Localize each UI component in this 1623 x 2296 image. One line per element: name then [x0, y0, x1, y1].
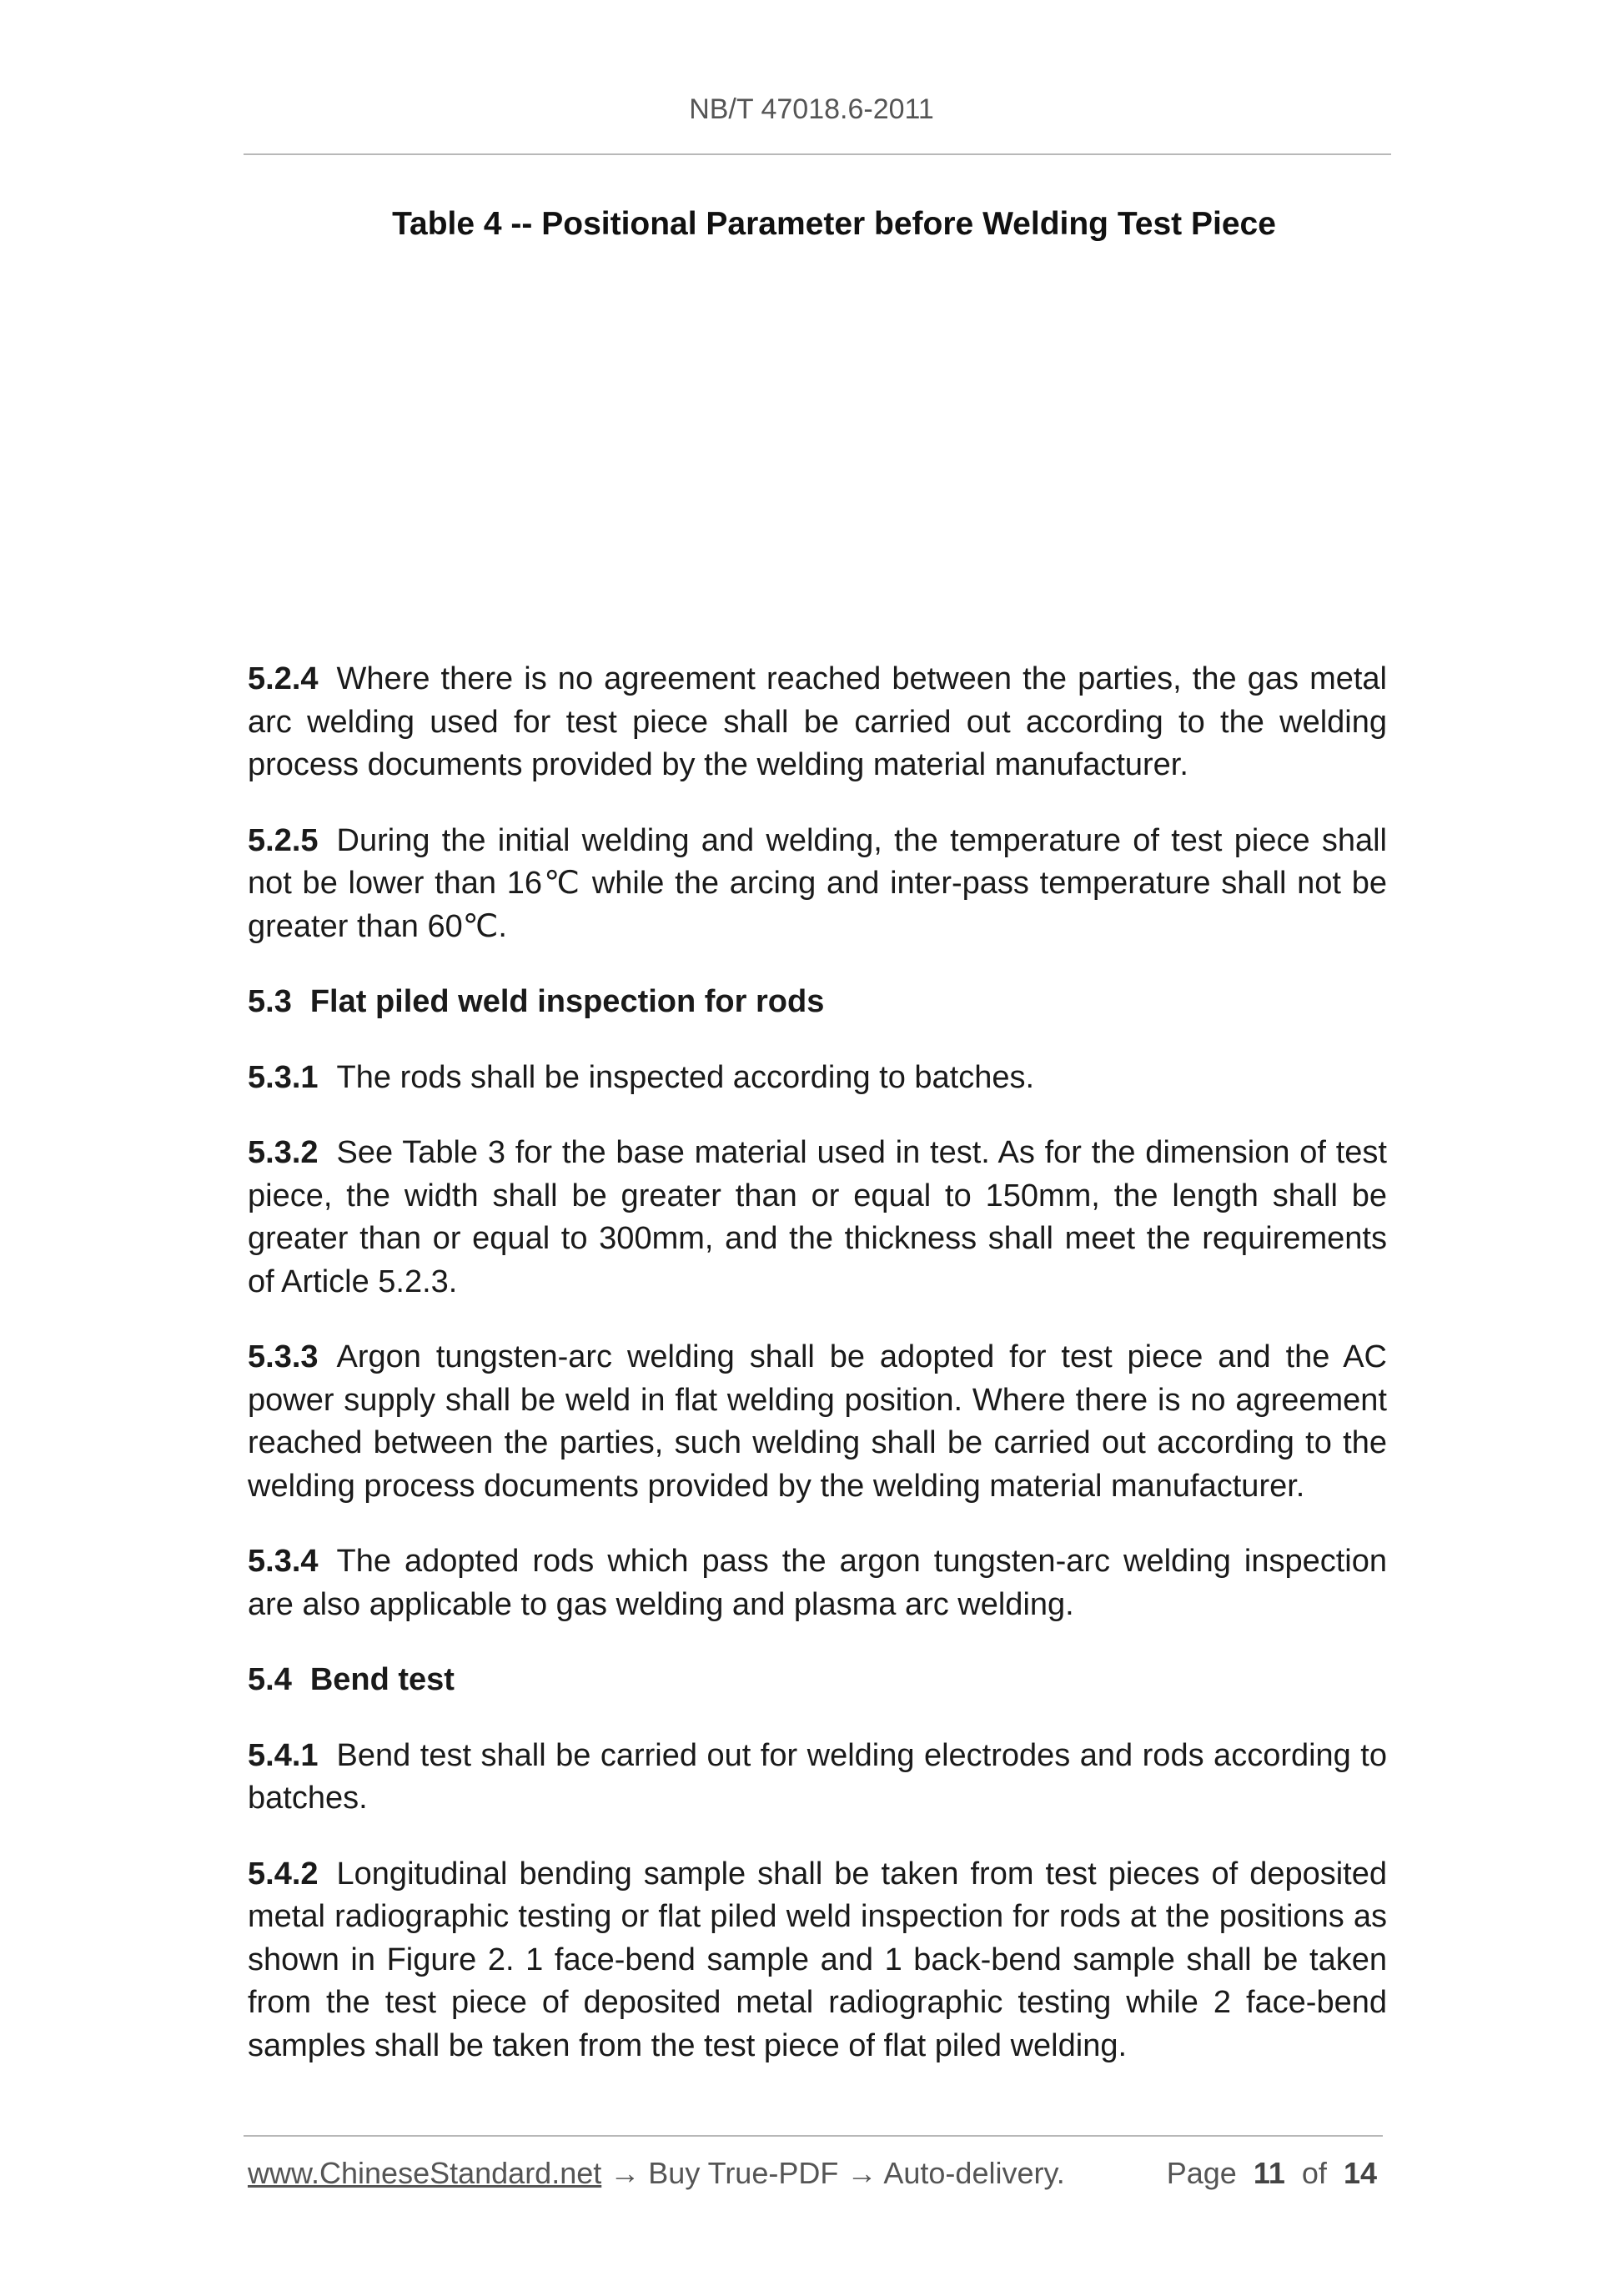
clause-text: The adopted rods which pass the argon tungsten-arc welding inspection are also applicable to gas welding and plasma arc welding.	[248, 1544, 1387, 1622]
clause-5-4-1	[248, 1735, 1387, 1821]
clause-text: During the initial welding and welding, the temperature of test piece shall not be lower than 16℃ while the arcing and inter-pass temperature shall not be greater than 60℃.	[248, 822, 1387, 944]
page-footer	[248, 2156, 1387, 2198]
delivery-text: Auto-delivery.	[883, 2156, 1065, 2190]
clause-number: 5.4.2	[248, 1856, 319, 1892]
clause-5-3-1	[248, 1057, 1387, 1100]
clause-number: 5.4.1	[248, 1737, 319, 1773]
page-total: 14	[1343, 2156, 1377, 2190]
header-divider	[244, 153, 1391, 155]
clause-number: 5.3.1	[248, 1059, 319, 1095]
buy-text: Buy True-PDF	[648, 2156, 839, 2190]
page-current: 11	[1253, 2156, 1285, 2190]
footer-promo	[248, 2156, 1065, 2191]
section-heading-5-4	[248, 1659, 1387, 1702]
clause-5-2-5	[248, 820, 1387, 949]
clause-number: 5.2.5	[248, 822, 319, 858]
clause-number: 5.3.4	[248, 1544, 319, 1579]
clause-text: Bend test shall be carried out for welding electrodes and rods according to batches.	[248, 1737, 1387, 1816]
clause-number: 5.3.3	[248, 1339, 319, 1374]
clause-number: 5.2.4	[248, 661, 319, 696]
section-number: 5.4	[248, 1662, 292, 1697]
clause-number: 5.3.2	[248, 1135, 319, 1170]
body-content	[248, 658, 1387, 2100]
page-number	[1167, 2156, 1377, 2191]
section-heading-5-3	[248, 981, 1387, 1024]
document-code-header: NB/T 47018.6-2011	[689, 93, 934, 125]
clause-text: Argon tungsten-arc welding shall be adopted for test piece and the AC power supply shall be weld in flat welding position. Where there is no agreement reached between the parties, such welding shall be carried out according to the welding process documents provided by the welding material manufacturer.	[248, 1339, 1387, 1504]
section-title: Flat piled weld inspection for rods	[309, 984, 825, 1019]
clause-5-4-2	[248, 1853, 1387, 2068]
section-number: 5.3	[248, 984, 292, 1019]
table-placeholder-area	[244, 267, 1391, 625]
arrow-right-icon: →	[610, 2156, 641, 2190]
clause-text: See Table 3 for the base material used in test. As for the dimension of test piece, the width shall be greater than or equal to 150mm, the length shall be greater than or equal to 300mm, and the thickness shall meet the requirements of Article 5.2.3.	[248, 1135, 1387, 1299]
website-link[interactable]: www.ChineseStandard.net	[248, 2156, 602, 2190]
footer-divider	[244, 2135, 1383, 2137]
section-title: Bend test	[309, 1662, 455, 1697]
table-title: Table 4 -- Positional Parameter before Welding Test Piece	[392, 206, 1276, 242]
clause-text: Longitudinal bending sample shall be taken from test pieces of deposited metal radiographic testing or flat piled weld inspection for rods at the positions as shown in Figure 2. 1 face-bend sample and 1 back-bend sample shall be taken from the test piece of deposited metal radiographic testing while 2 face-bend samples shall be taken from the test piece of flat piled welding.	[248, 1856, 1387, 2063]
clause-5-3-2	[248, 1132, 1387, 1304]
clause-5-3-3	[248, 1336, 1387, 1508]
clause-5-3-4	[248, 1540, 1387, 1626]
of-label: of	[1301, 2156, 1327, 2190]
page-label: Page	[1166, 2156, 1237, 2190]
clause-text: The rods shall be inspected according to batches.	[336, 1059, 1035, 1095]
clause-text: Where there is no agreement reached between the parties, the gas metal arc welding used for test piece shall be carried out according to the welding process documents provided by the welding material manufacturer.	[248, 661, 1387, 782]
clause-5-2-4	[248, 658, 1387, 787]
arrow-right-icon: →	[847, 2156, 877, 2190]
